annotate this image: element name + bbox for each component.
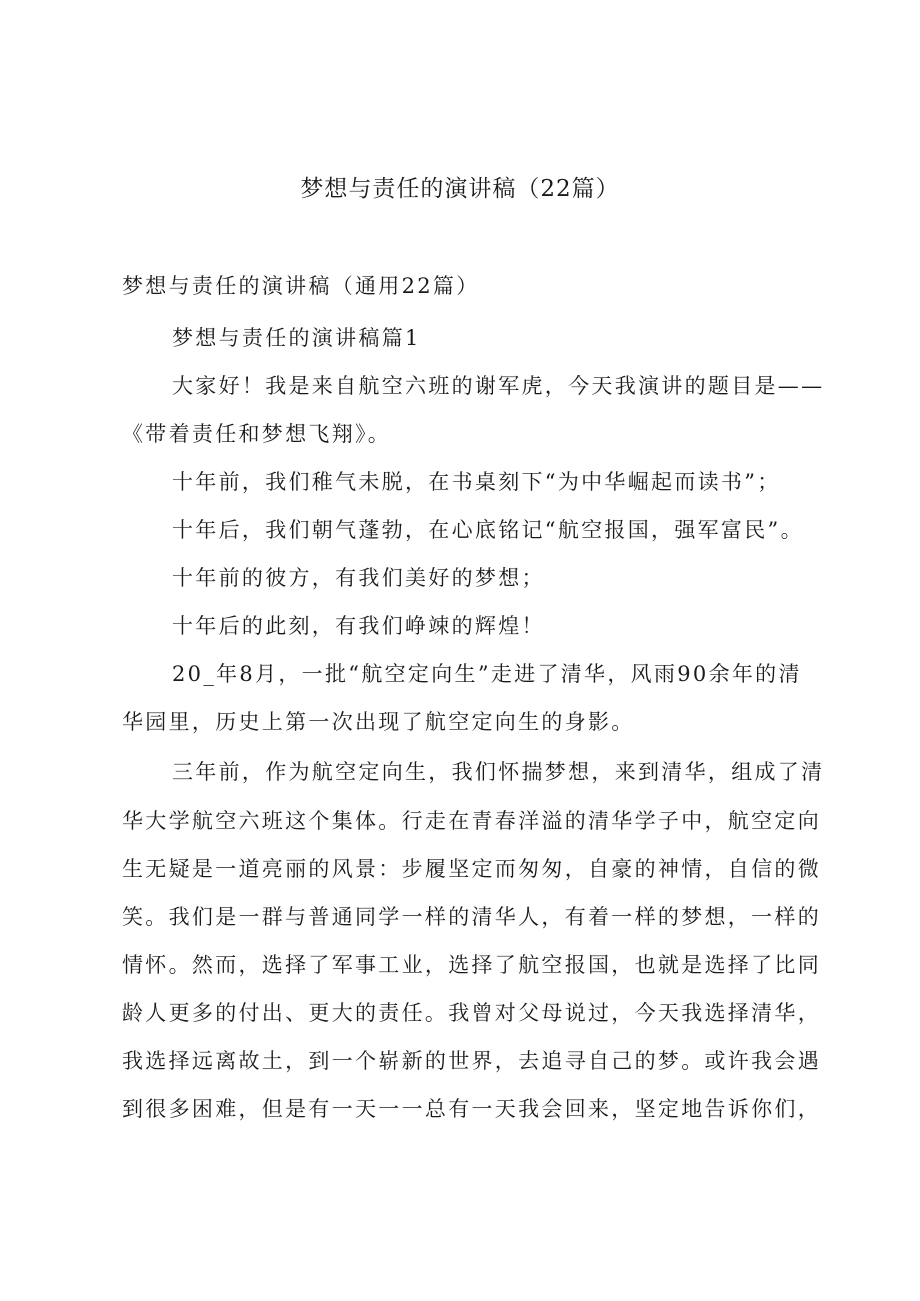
paragraph-line: 到很多困难，但是有一天一一总有一天我会回来，坚定地告诉你们， [122, 1097, 821, 1121]
paragraph-line: 生无疑是一道亮丽的风景：步履坚定而匆匆，自豪的神情，自信的微 [122, 857, 821, 881]
paragraph-line: 十年前的彼方，有我们美好的梦想； [172, 566, 545, 590]
paragraph-line: 龄人更多的付出、更大的责任。我曾对父母说过，今天我选择清华， [122, 1001, 821, 1025]
document-subtitle: 梦想与责任的演讲稿（通用22篇） [122, 274, 480, 298]
paragraph-line: 我选择远离故土，到一个崭新的世界，去追寻自己的梦。或许我会遇 [122, 1049, 821, 1073]
paragraph-line: 华大学航空六班这个集体。行走在青春洋溢的清华学子中，航空定向 [122, 809, 821, 833]
paragraph-line: 十年前，我们稚气未脱，在书桌刻下“为中华崛起而读书”； [172, 470, 781, 494]
paragraph-line: 十年后，我们朝气蓬勃，在心底铭记“航空报国，强军富民”。 [172, 518, 804, 542]
paragraph-line: 三年前，作为航空定向生，我们怀揣梦想，来到清华，组成了清 [172, 760, 825, 784]
section-heading: 梦想与责任的演讲稿篇1 [172, 326, 421, 350]
paragraph-line: 华园里，历史上第一次出现了航空定向生的身影。 [122, 710, 635, 734]
paragraph-line: 情怀。然而，选择了军事工业，选择了航空报国，也就是选择了比同 [122, 953, 821, 977]
paragraph-line: 十年后的此刻，有我们峥竦的辉煌！ [172, 614, 545, 638]
paragraph-line: 大家好！我是来自航空六班的谢军虎，今天我演讲的题目是—— [172, 374, 825, 398]
paragraph-line: 20_年8月，一批“航空定向生”走进了清华，风雨90余年的清 [172, 662, 802, 686]
paragraph-line: 《带着责任和梦想飞翔》。 [122, 422, 392, 446]
document-title: 梦想与责任的演讲稿（22篇） [300, 176, 620, 202]
paragraph-line: 笑。我们是一群与普通同学一样的清华人，有着一样的梦想，一样的 [122, 905, 821, 929]
